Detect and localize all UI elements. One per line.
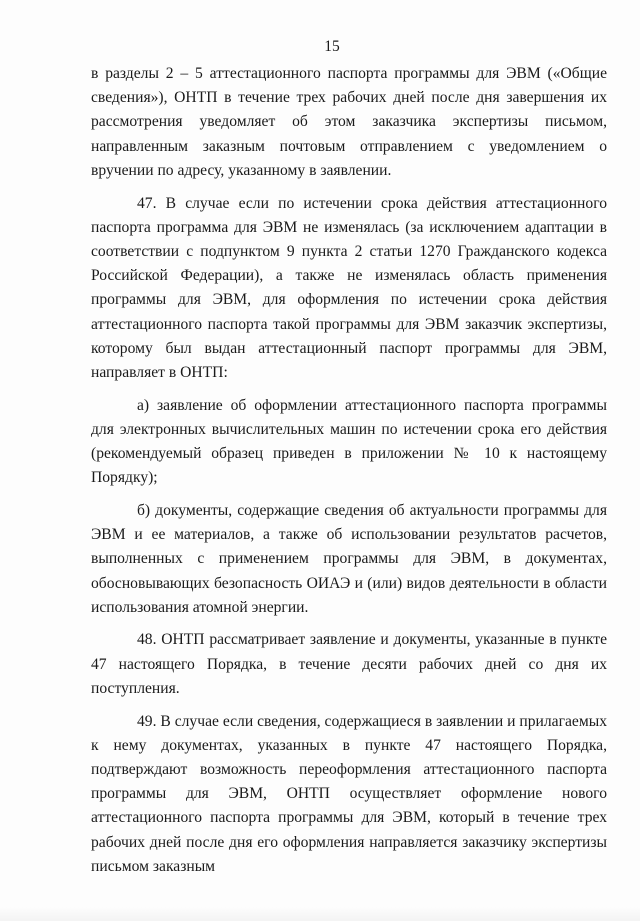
paragraph-item-49: 49. В случае если сведения, содержащиеся в заявлении и прилагаемых к нему документах, указанных в пункте 47 настоящего Порядка, подтверждают возможность переоформления аттестационного паспорта программы для ЭВМ, ОНТП осуществляет оформление нового аттестационного паспорта программы для ЭВМ, который в течение трех рабочих дней после дня его оформления направляется заказчику экспертизы письмом заказным: [91, 712, 607, 875]
paragraph-item-48: 48. ОНТП рассматривает заявление и документы, указанные в пункте 47 настоящего Порядка, в течение десяти рабочих дней со дня их поступления.: [91, 631, 607, 697]
document-body: [91, 62, 607, 879]
paragraph-item-47a: а) заявление об оформлении аттестационного паспорта программы для электронных вычислительных машин по истечении срока его действия (рекомендуемый образец приведен в приложении № 10 к настоящему Порядку);: [91, 396, 607, 487]
paragraph-item-47: 47. В случае если по истечении срока действия аттестационного паспорта программа для ЭВМ не изменялась (за исключением адаптации в соответствии с подпунктом 9 пункта 2 статьи 1270 Гражданского кодекса Российской Федерации), а также не изменялась область применения программы для ЭВМ, для оформления по истечении срока действия аттестационного паспорта такой программы для ЭВМ заказчик экспертизы, которому был выдан аттестационный паспорт программы для ЭВМ, направляет в ОНТП:: [91, 194, 607, 381]
scan-edge-shadow: [0, 907, 640, 921]
page-number: 15: [324, 38, 340, 55]
paragraph-continuation: в разделы 2 – 5 аттестационного паспорта программы для ЭВМ («Общие сведения»), ОНТП в течение трех рабочих дней после дня завершения их рассмотрения уведомляет об этом заказчика экспертизы письмом, направленным заказным почтовым отправлением с уведомлением о вручении по адресу, указанному в заявлении.: [91, 65, 607, 179]
paragraph-item-47b: б) документы, содержащие сведения об актуальности программы для ЭВМ и ее материалов, а также об использовании результатов расчетов, выполненных с применением программы для ЭВМ, в документах, обосновывающих безопасность ОИАЭ и (или) видов деятельности в области использования атомной энергии.: [91, 501, 607, 616]
